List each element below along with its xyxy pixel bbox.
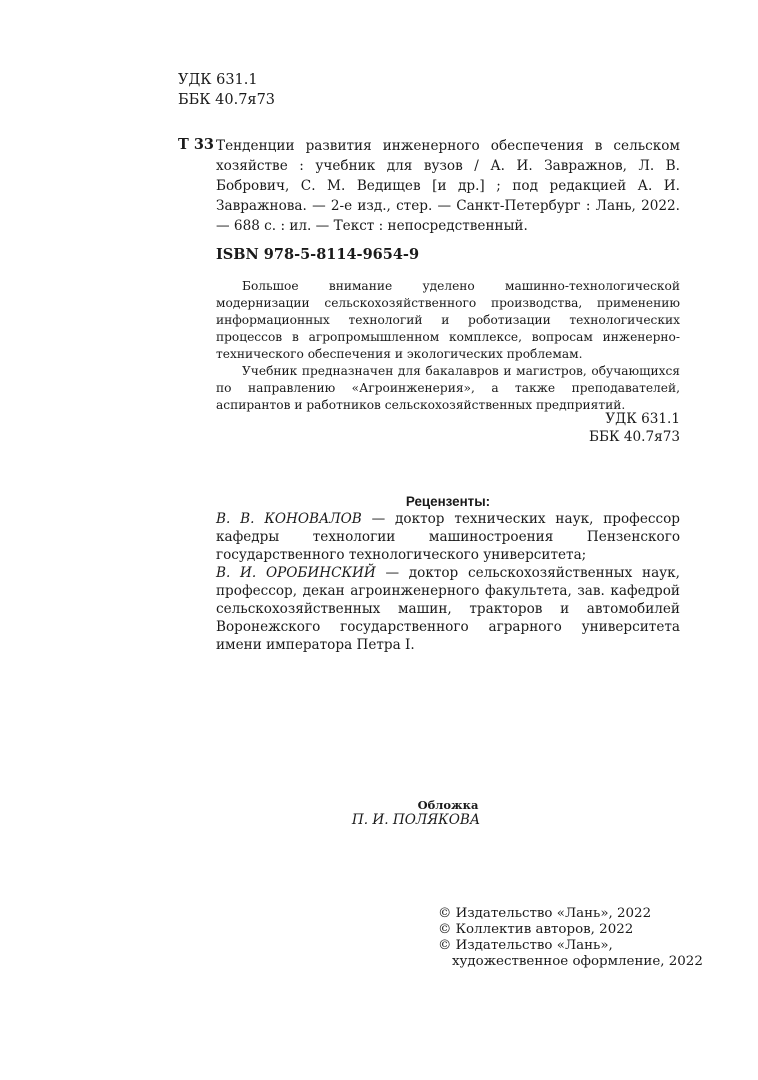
reviewer-entry (216, 564, 680, 654)
reviewers-title: Рецензенты: (405, 494, 491, 509)
reviewer-name: В. В. КОНОВАЛОВ (216, 511, 362, 527)
bibliographic-record: Тенденции развития инженерного обеспечения в сельском хозяйстве : учебник для вузов / А. И. Завражнов, Л. В. Бобрович, С. М. Ведищев [и др.] ; под редакцией А. И. Завражнова. — 2-е изд., стер. — Санкт-Петербург : Лань, 2022. — 688 с. : ил. — Текст : непосредственный. (216, 138, 680, 234)
classification-block-repeat (480, 410, 680, 446)
annotation-paragraph: Большое внимание уделено машинно-технологической модернизации сельскохозяйственного производства, применению информационных технологий и роботизации технологических процессов в агропромышленном комплексе, вопросам инженерно-технического обеспечения и экологических проблемам. (216, 279, 680, 361)
copyright-line: © Коллектив авторов, 2022 (438, 922, 634, 937)
reviewers-list (216, 510, 680, 654)
copyright-line: © Издательство «Лань», 2022 (438, 906, 652, 921)
bbk-code: ББК 40.7я73 (178, 92, 276, 108)
copyright-line: художественное оформление, 2022 (452, 954, 703, 969)
annotation (216, 278, 680, 414)
annotation-paragraph: Учебник предназначен для бакалавров и магистров, обучающихся по направлению «Агроинженерия», а также преподавателей, аспирантов и работников сельскохозяйственных предприятий. (216, 364, 680, 412)
cover-designer: П. И. ПОЛЯКОВА (351, 812, 481, 828)
classification-block (178, 70, 275, 110)
reviewer-description: — доктор сельскохозяйственных наук, профессор, декан агроинженерного факультета, зав. кафедрой сельскохозяйственных машин, тракторов и автомобилей Воронежского государственного аграрного университета имени императора Петра I. (216, 565, 680, 653)
copyright-block (438, 906, 703, 970)
isbn: ISBN 978-5-8114-9654-9 (216, 246, 420, 263)
bbk-code-repeat: ББК 40.7я73 (589, 429, 680, 445)
reviewer-entry (216, 510, 680, 564)
reviewer-name: В. И. ОРОБИНСКИЙ (216, 565, 376, 581)
author-code: Т 33 (178, 136, 215, 153)
udk-code-repeat: УДК 631.1 (605, 411, 680, 427)
udk-code: УДК 631.1 (178, 72, 258, 88)
reviewer-description: — доктор технических наук, профессор кафедры технологии машиностроения Пензенского государственного технологического университета; (216, 511, 680, 563)
copyright-line: © Издательство «Лань», (438, 938, 613, 953)
cover-title: Обложка (417, 798, 479, 812)
